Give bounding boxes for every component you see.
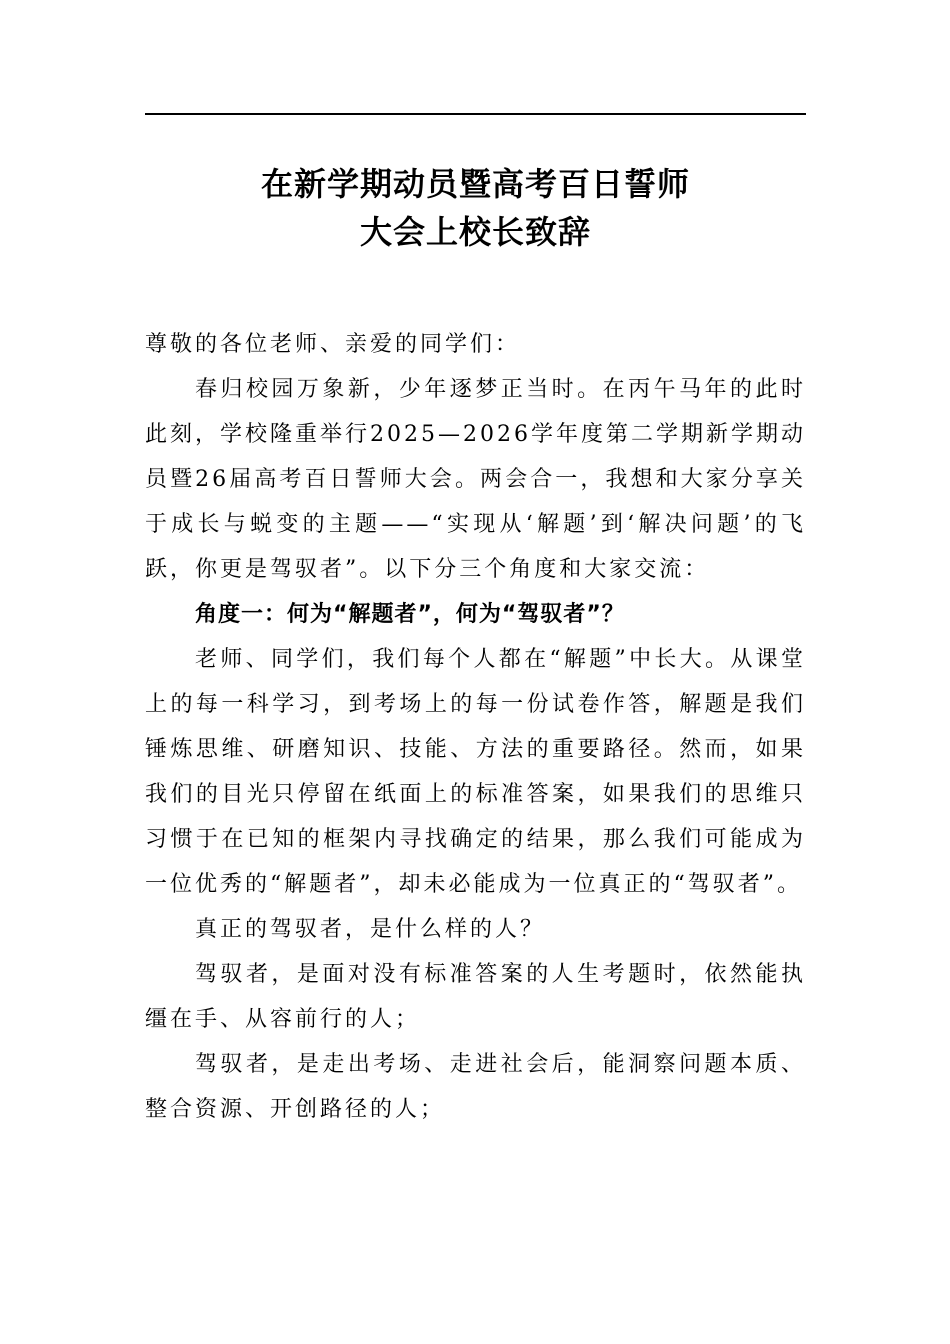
paragraph-intro: 春归校园万象新，少年逐梦正当时。在丙午马年的此时此刻，学校隆重举行2025—2026学年度第二学期新学期动员暨26届高考百日誓师大会。两会合一，我想和大家分享关于成长与蜕变的主题——“实现从‘解题’到‘解决问题’的飞跃，你更是驾驭者”。以下分三个角度和大家交流：: [145, 377, 806, 582]
document-title: [145, 160, 806, 256]
paragraph-solver: 老师、同学们，我们每个人都在“解题”中长大。从课堂上的每一科学习，到考场上的每一份试卷作答，解题是我们锤炼思维、研磨知识、技能、方法的重要路径。然而，如果我们的目光只停留在纸面上的标准答案，如果我们的思维只习惯于在已知的框架内寻找确定的结果，那么我们可能成为一位优秀的“解题者”，却未必能成为一位真正的“驾驭者”。: [145, 647, 806, 897]
title-line-2: 大会上校长致辞: [359, 213, 591, 251]
header-rule: [145, 113, 806, 115]
document-body: [145, 322, 806, 1132]
section-heading-1: 角度一：何为“解题者”，何为“驾驭者”？: [195, 602, 625, 627]
paragraph-driver-1: 驾驭者，是面对没有标准答案的人生考题时，依然能执缰在手、从容前行的人；: [145, 962, 806, 1032]
paragraph-question: 真正的驾驭者，是什么样的人？: [195, 917, 546, 942]
salutation: 尊敬的各位老师、亲爱的同学们：: [145, 332, 521, 357]
title-line-1: 在新学期动员暨高考百日誓师: [260, 165, 690, 203]
paragraph-driver-2: 驾驭者，是走出考场、走进社会后，能洞察问题本质、整合资源、开创路径的人；: [145, 1052, 806, 1122]
